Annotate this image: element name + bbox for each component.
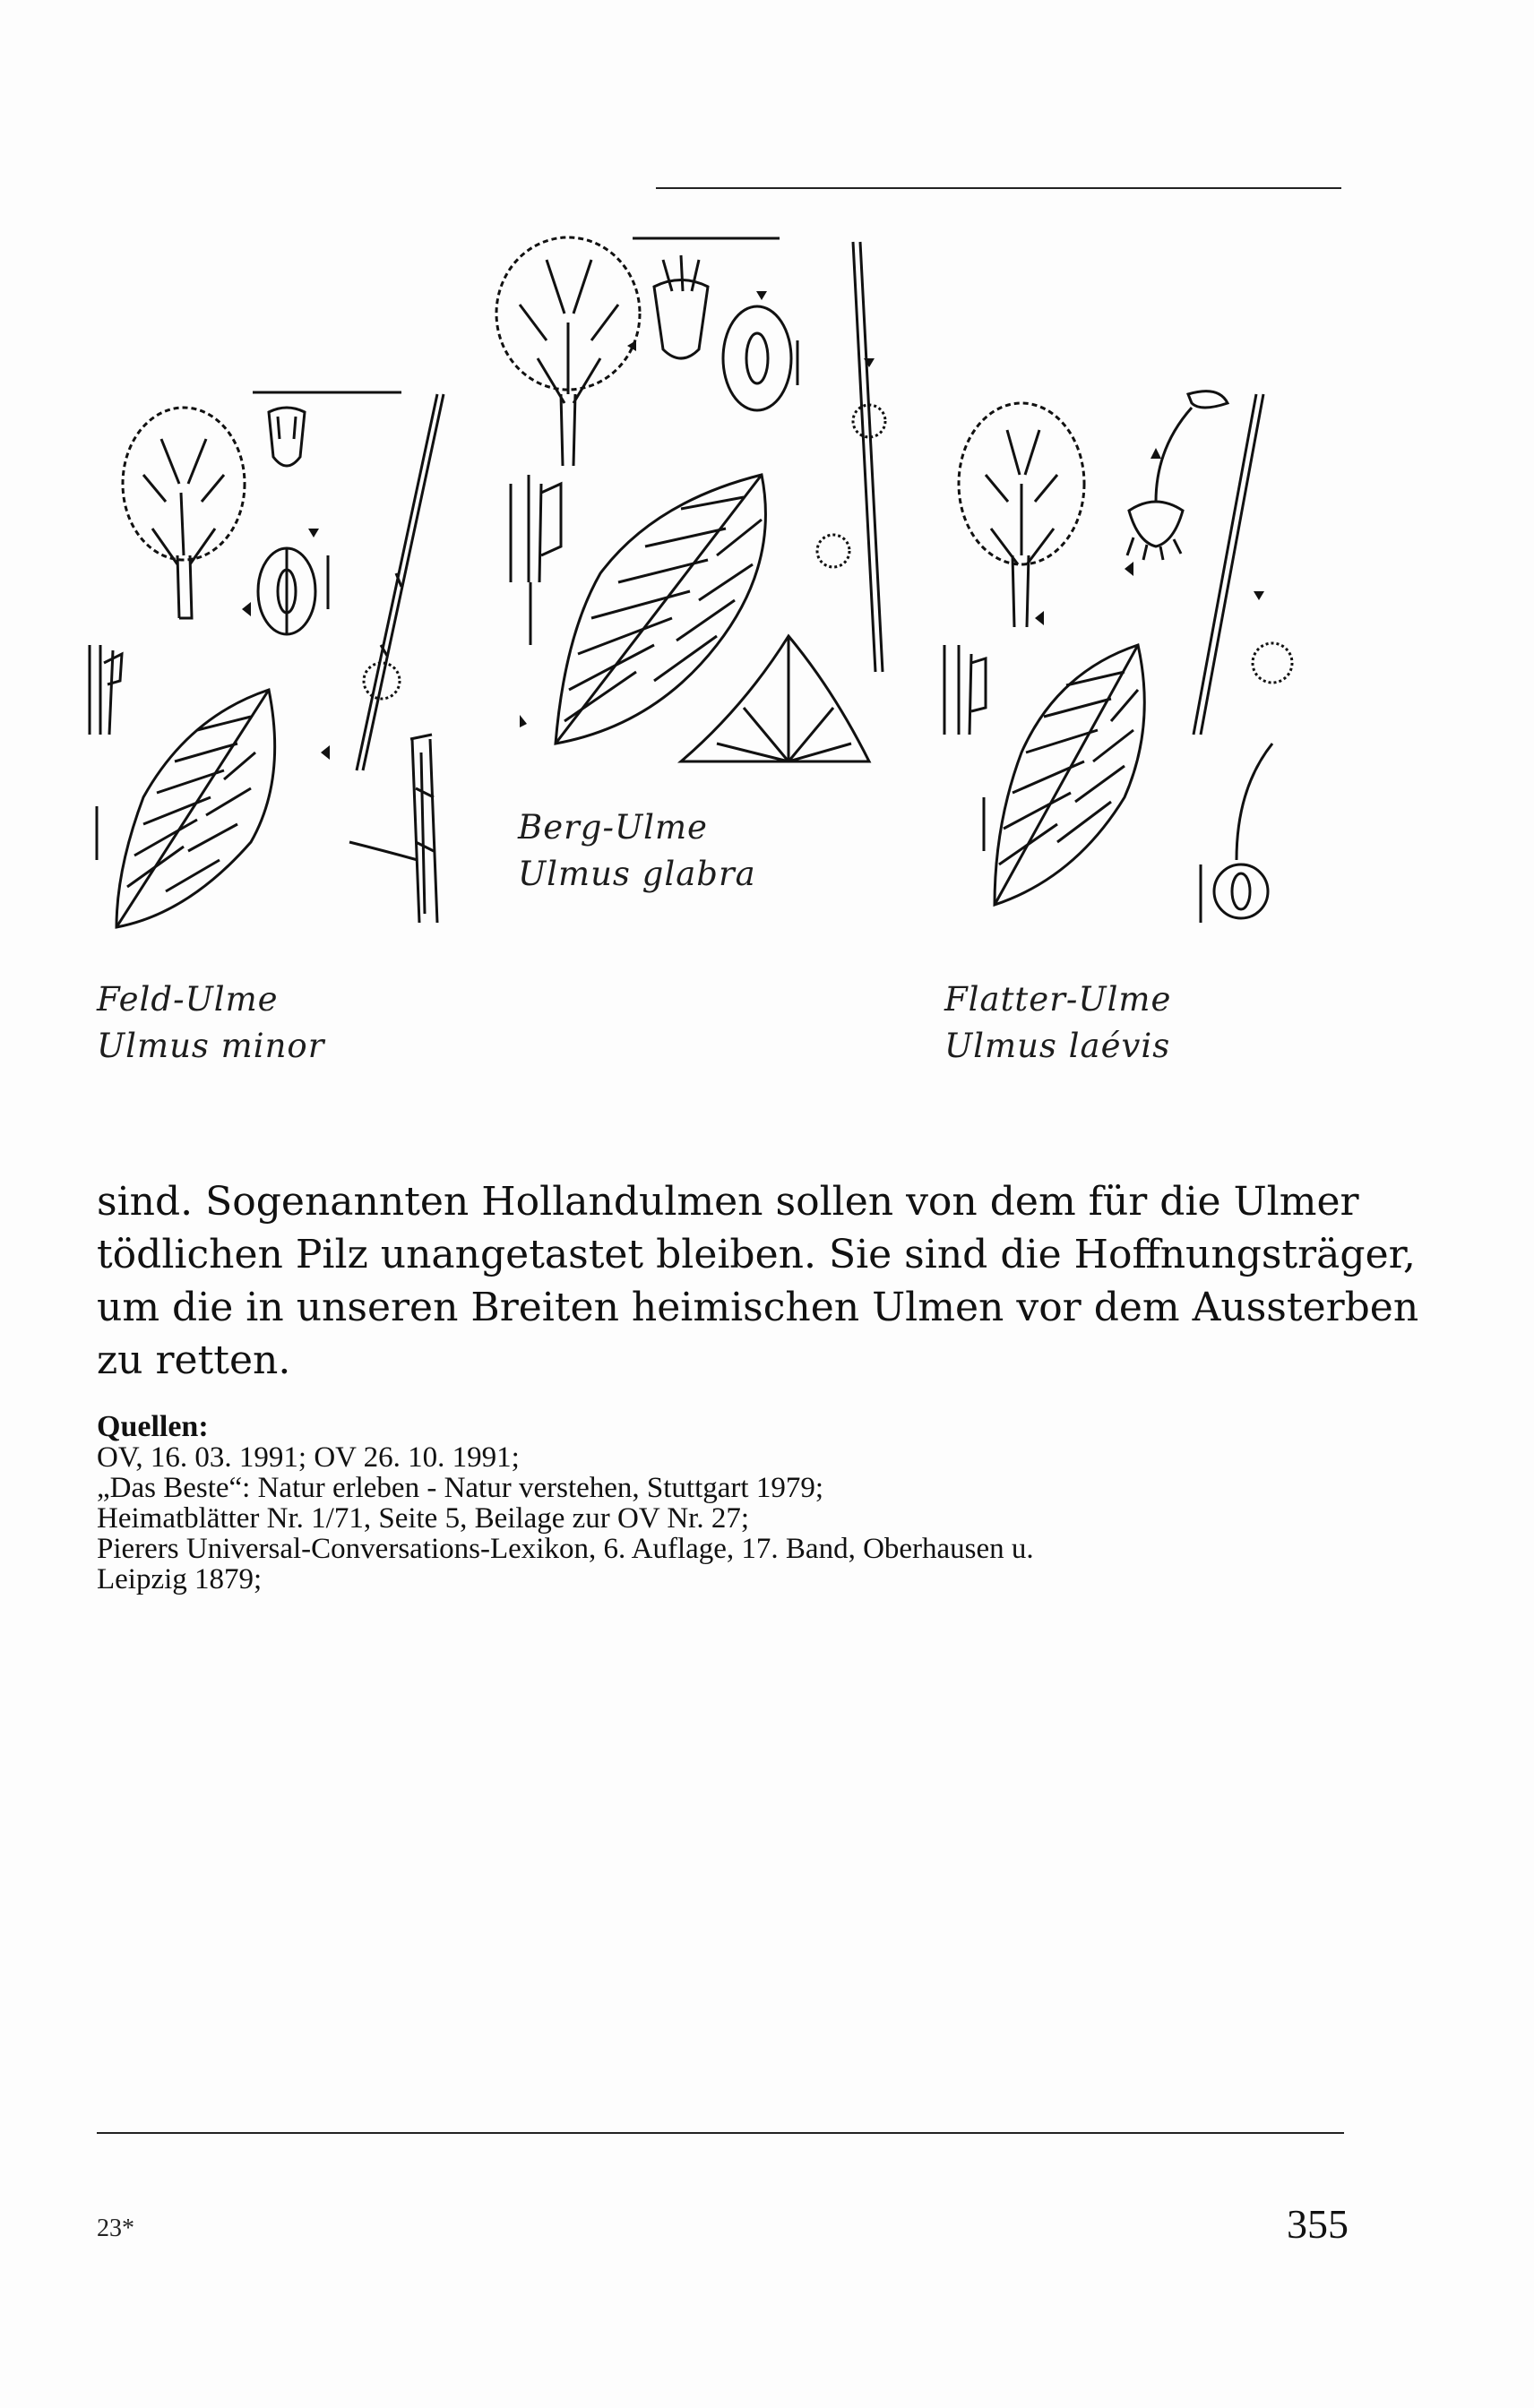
source-line: Leipzig 1879; [97,1563,263,1595]
feld-ulme-illustration [81,376,457,932]
top-rule [656,187,1341,189]
caption-flatter-ulme-latin: Ulmus laévis [944,1027,1171,1065]
caption-feld-ulme [97,976,324,1070]
source-line: OV, 16. 03. 1991; OV 26. 10. 1991; [97,1441,520,1474]
sources-heading: Quellen: [97,1410,209,1443]
caption-feld-ulme-latin: Ulmus minor [97,1027,325,1065]
caption-flatter-ulme-common: Flatter-Ulme [944,980,1172,1019]
body-paragraph [97,1175,1419,1387]
caption-berg-ulme-latin: Ulmus glabra [518,855,756,893]
source-line: Heimatblätter Nr. 1/71, Seite 5, Beilage zur OV Nr. 27; [97,1502,749,1535]
body-line: zu retten. [97,1337,291,1383]
caption-feld-ulme-common: Feld-Ulme [97,980,279,1019]
source-line: „Das Beste“: Natur erleben - Natur verstehen, Stuttgart 1979; [97,1472,823,1504]
body-line: um die in unseren Breiten heimischen Ulmen vor dem Aussterben [97,1285,1419,1330]
source-line: Pierers Universal-Conversations-Lexikon, 6. Auflage, 17. Band, Oberhausen u. [97,1533,1034,1565]
sources-section [97,1412,1369,1595]
caption-berg-ulme [518,804,756,898]
flatter-ulme-illustration [932,376,1317,941]
footer-rule [97,2132,1344,2134]
body-line: tödlichen Pilz unangetastet bleiben. Sie sind die Hoffnungsträger, [97,1232,1416,1277]
body-line: sind. Sogenannten Hollandulmen sollen von dem für die Ulmer [97,1179,1359,1225]
page-number: 355 [1287,2201,1349,2247]
berg-ulme-illustration [475,224,914,779]
caption-flatter-ulme [944,976,1171,1070]
caption-berg-ulme-common: Berg-Ulme [518,808,708,847]
sheet-signature: 23* [97,2214,134,2242]
